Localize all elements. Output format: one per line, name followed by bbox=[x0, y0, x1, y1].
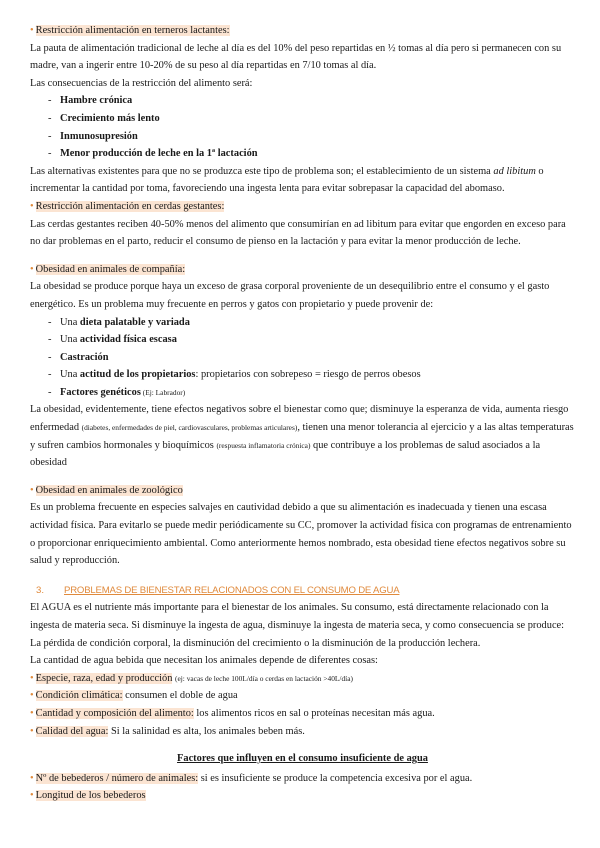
list-item: - Una actividad física escasa bbox=[48, 331, 575, 349]
paragraph-consecuencias-intro: Las consecuencias de la restricción del alimento será: bbox=[30, 77, 253, 89]
list-item: - Menor producción de leche en la 1ª lactación bbox=[48, 145, 575, 163]
bullet-icon: • bbox=[30, 707, 34, 719]
paragraph-alternativas: Las alternativas existentes para que no se produzca este tipo de problema son; el establecimiento de un sistema ad libitum o incrementar la cantidad por toma, favoreciendo una ingesta lenta para evitar sobrepasar la capacidad del abomaso. bbox=[30, 165, 544, 195]
heading-terneros: • Restricción alimentación en terneros lactantes: bbox=[30, 25, 230, 36]
paragraph-zoologico: Es un problema frecuente en especies salvajes en cautividad debido a que su alimentación es inadecuada y tienen una escasa actividad física. Para evitarlo se puede medir periódicamente su CC, promover la actividad física con programas de entrenamiento o proporcionar enriquecimiento ambiental. Como anteriormente hemos nombrado, esta obesidad tiene efectos negativos sobre su salud y reproducción. bbox=[30, 502, 572, 567]
factor-bebederos: • Nº de bebederos / número de animales: si es insuficiente se produce la competencia excesiva por el agua. bbox=[30, 772, 473, 784]
factor-clima: • Condición climática: consumen el doble de agua bbox=[30, 690, 238, 702]
bullet-icon: • bbox=[30, 484, 34, 496]
bullet-icon: • bbox=[30, 672, 34, 684]
bullet-icon: • bbox=[30, 772, 34, 784]
list-item: - Crecimiento más lento bbox=[48, 110, 575, 128]
list-item: - Factores genéticos (Ej: Labrador) bbox=[48, 384, 575, 402]
factor-especie: • Especie, raza, edad y producción (ej: vacas de leche 100L/día o cerdas en lactación >40L/día) bbox=[30, 672, 353, 684]
paragraph-terneros: La pauta de alimentación tradicional de leche al día es del 10% del peso repartidas en ½ tomas al día pero si permanecen con su madre, van a ingerir entre 10-20% de su peso al día repartidas en 7/10 tomas al día. bbox=[30, 42, 562, 72]
bullet-icon: • bbox=[30, 263, 34, 275]
heading-zoologico: • Obesidad en animales de zoológico bbox=[30, 484, 183, 496]
bullet-icon: • bbox=[30, 690, 34, 702]
section-title: 3. PROBLEMAS DE BIENESTAR RELACIONADOS CON EL CONSUMO DE AGUA bbox=[36, 584, 400, 596]
paragraph-agua: El AGUA es el nutriente más importante para el bienestar de los animales. Su consumo, está directamente relacionado con la ingesta de materia seca. Si disminuye la ingesta de agua, disminuye la ingesta de materia seca, y como consecuencia se produce: La pérdida de condición corporal, la disminución del crecimiento o la disminución de la producción lechera. bbox=[30, 602, 565, 649]
factor-alimento: • Cantidad y composición del alimento: los alimentos ricos en sal o proteínas necesitan más agua. bbox=[30, 707, 435, 719]
paragraph-cantidad: La cantidad de agua bebida que necesitan los animales depende de diferentes cosas: bbox=[30, 655, 378, 667]
document-body bbox=[30, 22, 575, 805]
list-item: - Inmunosupresión bbox=[48, 128, 575, 146]
factor-longitud: • Longitud de los bebederos bbox=[30, 790, 146, 802]
heading-cerdas: • Restricción alimentación en cerdas gestantes: bbox=[30, 200, 225, 212]
paragraph-efectos: La obesidad, evidentemente, tiene efectos negativos sobre el bienestar como que; disminuye la esperanza de vida, aumenta riesgo enfermedad (diabetes, enfermedades de piel, cardiovasculares, problemas articulares), tienen una menor tolerancia al ejercicio y a las altas temperaturas y sufren cambios hormonales y bioquímicos (respuesta inflamatoria crónica) que contribuye a los problemas de salud asociados a la obesidad bbox=[30, 404, 574, 469]
paragraph-cerdas: Las cerdas gestantes reciben 40-50% menos del alimento que consumirían en ad libitum para evitar que engorden en exceso para no dar problemas en el parto, reducir el consumo de pienso en la lactación y para evitar la menor producción de leche. bbox=[30, 218, 566, 248]
list-item: - Hambre crónica bbox=[48, 92, 575, 110]
bullet-icon: • bbox=[30, 725, 34, 737]
subsection-title: Factores que influyen en el consumo insuficiente de agua bbox=[177, 753, 428, 765]
factor-calidad: • Calidad del agua: Si la salinidad es alta, los animales beben más. bbox=[30, 725, 305, 737]
list-causas bbox=[30, 314, 575, 402]
list-consecuencias bbox=[30, 92, 575, 162]
paragraph-compania: La obesidad se produce porque haya un exceso de grasa corporal proveniente de un desequilibrio entre el consumo y el gasto energético. Es un problema muy frecuente en perros y gatos con propietario y puede provenir de: bbox=[30, 281, 550, 310]
list-item: - Castración bbox=[48, 349, 575, 367]
bullet-icon: • bbox=[30, 200, 34, 212]
heading-compania: • Obesidad en animales de compañía: bbox=[30, 263, 186, 275]
bullet-icon: • bbox=[30, 790, 34, 802]
list-item: - Una dieta palatable y variada bbox=[48, 314, 575, 332]
bullet-icon: • bbox=[30, 25, 34, 36]
list-item: - Una actitud de los propietarios: propietarios con sobrepeso = riesgo de perros obesos bbox=[48, 366, 575, 384]
